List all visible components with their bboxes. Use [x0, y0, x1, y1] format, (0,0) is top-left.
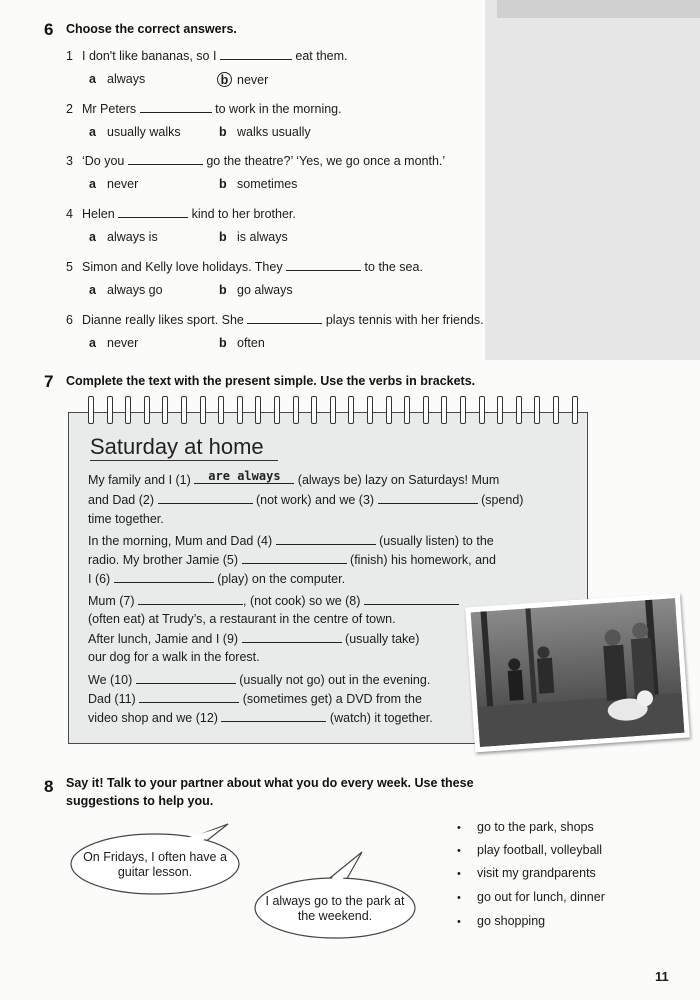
question-number: 3 — [66, 154, 73, 168]
suggestion-item — [457, 843, 602, 857]
bullet-icon: • — [457, 822, 461, 834]
text-line-3: time together. — [88, 512, 164, 526]
spiral-ring — [534, 396, 540, 424]
option-text: always — [107, 72, 146, 86]
text-line-1 — [88, 469, 500, 487]
exercise-8-title-line-2: suggestions to help you. — [66, 794, 214, 808]
spiral-ring — [404, 396, 410, 424]
option-letter-text: b — [219, 177, 227, 191]
spiral-ring — [293, 396, 299, 424]
blank-8[interactable] — [364, 593, 459, 605]
option-text: never — [237, 73, 269, 87]
text-line-9 — [88, 631, 419, 646]
line-4-end: (usually listen) to the — [379, 534, 494, 548]
text-line-12 — [88, 691, 422, 706]
side-panel — [485, 0, 700, 360]
question-text-after: eat them. — [295, 49, 348, 63]
spiral-ring — [441, 396, 447, 424]
line-6-end: (play) on the computer. — [217, 572, 346, 586]
answer-blank[interactable] — [118, 206, 188, 218]
spiral-ring — [479, 396, 485, 424]
exercise-8-number: 8 — [44, 777, 54, 796]
line-7-start: Mum (7) — [88, 594, 135, 608]
option-b-q1[interactable] — [219, 72, 268, 87]
option-text: always is — [107, 230, 158, 244]
question-4 — [66, 206, 296, 221]
line-13-start: video shop and we (12) — [88, 711, 218, 725]
option-letter: a — [89, 336, 96, 350]
option-a-q2[interactable] — [89, 125, 181, 139]
question-text-after: plays tennis with her friends. — [325, 313, 484, 327]
page-number: 11 — [655, 969, 669, 984]
title-underline — [90, 460, 278, 461]
option-text: often — [237, 336, 265, 350]
suggestion-item — [457, 914, 545, 928]
spiral-ring — [497, 396, 503, 424]
text-line-5 — [88, 552, 496, 567]
question-number: 6 — [66, 313, 73, 327]
bullet-icon: • — [457, 892, 461, 904]
option-letter-text: b — [219, 125, 227, 139]
option-letter: a — [89, 125, 96, 139]
option-a-q3[interactable] — [89, 177, 138, 191]
option-text: never — [107, 177, 139, 191]
option-a-q5[interactable] — [89, 283, 163, 297]
answer-blank[interactable] — [247, 312, 322, 324]
blank-1[interactable] — [194, 469, 294, 484]
suggestion-item — [457, 820, 594, 834]
spiral-ring — [218, 396, 224, 424]
exercise-6-number: 6 — [44, 20, 54, 39]
spiral-ring — [88, 396, 94, 424]
line-12-end: (sometimes get) a DVD from the — [242, 692, 422, 706]
option-letter: a — [89, 230, 96, 244]
text-line-6 — [88, 571, 345, 586]
exercise-7-title: Complete the text with the present simple. Use the verbs in brackets. — [66, 374, 476, 388]
option-letter — [219, 177, 237, 191]
spiral-ring — [553, 396, 559, 424]
line-1-start: My family and I (1) — [88, 473, 191, 487]
line-2-start: and Dad (2) — [88, 493, 155, 507]
spiral-ring — [107, 396, 113, 424]
text-line-10: our dog for a walk in the forest. — [88, 650, 260, 664]
blank-7[interactable] — [138, 593, 243, 605]
line-11-end: (usually not go) out in the evening. — [239, 673, 431, 687]
blank-11[interactable] — [139, 691, 239, 703]
option-letter — [219, 230, 237, 244]
question-text-before: Helen — [82, 207, 115, 221]
option-letter — [219, 125, 237, 139]
line-2-mid: (not work) and we (3) — [255, 493, 375, 507]
question-5 — [66, 259, 423, 274]
suggestion-text: play football, volleyball — [477, 843, 603, 857]
spiral-ring — [255, 396, 261, 424]
line-7-mid: , (not cook) so we (8) — [243, 594, 361, 608]
blank-5[interactable] — [242, 552, 347, 564]
speech-bubble-2-text: I always go to the park at the weekend. — [265, 894, 405, 923]
text-line-8: (often eat) at Trudy’s, a restaurant in the centre of town. — [88, 612, 396, 626]
speech-bubble-1-text: On Fridays, I often have a guitar lesson. — [83, 850, 227, 879]
circled-answer-icon: b — [217, 72, 232, 87]
question-number: 4 — [66, 207, 73, 221]
spiral-ring — [330, 396, 336, 424]
question-number: 1 — [66, 49, 73, 63]
line-5-end: (finish) his homework, and — [350, 553, 496, 567]
spiral-ring — [274, 396, 280, 424]
blank-3[interactable] — [378, 492, 478, 504]
spiral-ring — [572, 396, 578, 424]
option-text: never — [107, 336, 139, 350]
spiral-ring — [516, 396, 522, 424]
line-1-end: (always be) lazy on Saturdays! Mum — [297, 473, 500, 487]
spiral-ring — [144, 396, 150, 424]
suggestion-text: go shopping — [477, 914, 546, 928]
spiral-ring — [423, 396, 429, 424]
blank-9[interactable] — [242, 631, 342, 643]
question-text-before: ‘Do you — [82, 154, 125, 168]
option-text: sometimes — [237, 177, 298, 191]
option-b-q6[interactable] — [219, 336, 265, 350]
option-letter-text: b — [219, 336, 227, 350]
question-text-after: to work in the morning. — [215, 102, 342, 116]
answer-blank[interactable] — [128, 153, 203, 165]
spiral-ring — [460, 396, 466, 424]
option-letter: a — [89, 72, 96, 86]
line-12-start: Dad (11) — [88, 692, 136, 706]
text-line-13 — [88, 710, 433, 725]
exercise-8-title-line-1: Say it! Talk to your partner about what you do every week. Use these — [66, 776, 474, 790]
option-letter: a — [89, 283, 96, 297]
spiral-ring — [367, 396, 373, 424]
text-line-11 — [88, 672, 430, 687]
spiral-ring — [386, 396, 392, 424]
option-a-q4[interactable] — [89, 230, 158, 244]
exercise-7-number: 7 — [44, 372, 54, 391]
option-a-q1[interactable] — [89, 72, 145, 86]
option-b-q2[interactable] — [219, 125, 311, 139]
answer-blank[interactable] — [286, 259, 361, 271]
forest-photo-icon — [471, 598, 685, 747]
option-text: go always — [237, 283, 293, 297]
family-walk-photo — [465, 593, 690, 753]
question-text-before: I don't like bananas, so I — [82, 49, 217, 63]
question-3 — [66, 153, 445, 168]
option-text: walks usually — [237, 125, 311, 139]
text-line-2 — [88, 492, 523, 507]
option-b-q3[interactable] — [219, 177, 297, 191]
exercise-6-title: Choose the correct answers. — [66, 22, 237, 36]
spiral-ring — [237, 396, 243, 424]
blank-10[interactable] — [136, 672, 236, 684]
spiral-ring — [311, 396, 317, 424]
line-6-start: I (6) — [88, 572, 111, 586]
question-text-before: Dianne really likes sport. She — [82, 313, 244, 327]
option-letter — [219, 336, 237, 350]
line-4-start: In the morning, Mum and Dad (4) — [88, 534, 273, 548]
question-text-before: Simon and Kelly love holidays. They — [82, 260, 283, 274]
spiral-ring — [162, 396, 168, 424]
question-6 — [66, 312, 484, 327]
option-letter-text: b — [219, 283, 227, 297]
example-answer: are always — [208, 469, 281, 483]
suggestion-text: go out for lunch, dinner — [477, 890, 605, 904]
option-b-q4[interactable] — [219, 230, 288, 244]
question-2 — [66, 101, 342, 116]
line-11-start: We (10) — [88, 673, 133, 687]
suggestion-item — [457, 866, 596, 880]
spiral-ring — [125, 396, 131, 424]
side-panel-header — [497, 0, 700, 18]
notebook-spiral — [88, 396, 588, 426]
text-line-7 — [88, 593, 459, 608]
line-5-start: radio. My brother Jamie (5) — [88, 553, 239, 567]
option-a-q6[interactable] — [89, 336, 138, 350]
line-13-end: (watch) it together. — [329, 711, 433, 725]
option-letter — [219, 283, 237, 297]
option-letter — [219, 72, 237, 87]
line-9-end: (usually take) — [345, 632, 420, 646]
option-text: is always — [237, 230, 288, 244]
question-text-after: kind to her brother. — [191, 207, 296, 221]
blank-2[interactable] — [158, 492, 253, 504]
bullet-icon: • — [457, 868, 461, 880]
answer-blank[interactable] — [140, 101, 212, 113]
question-number: 5 — [66, 260, 73, 274]
spiral-ring — [181, 396, 187, 424]
option-letter: a — [89, 177, 96, 191]
option-letter-text: b — [219, 230, 227, 244]
question-text-after: to the sea. — [364, 260, 423, 274]
option-text: always go — [107, 283, 163, 297]
answer-blank[interactable] — [220, 48, 292, 60]
question-text-after: go the theatre?’ ‘Yes, we go once a month.’ — [206, 154, 446, 168]
suggestion-item — [457, 890, 605, 904]
bullet-icon: • — [457, 845, 461, 857]
blank-6[interactable] — [114, 571, 214, 583]
blank-4[interactable] — [276, 533, 376, 545]
line-9-start: After lunch, Jamie and I (9) — [88, 632, 239, 646]
question-number: 2 — [66, 102, 73, 116]
question-text-before: Mr Peters — [82, 102, 137, 116]
text-line-4 — [88, 533, 494, 548]
suggestion-text: visit my grandparents — [477, 866, 596, 880]
spiral-ring — [200, 396, 206, 424]
question-1 — [66, 48, 348, 63]
line-2-end: (spend) — [481, 493, 524, 507]
spiral-ring — [348, 396, 354, 424]
option-b-q5[interactable] — [219, 283, 293, 297]
option-text: usually walks — [107, 125, 181, 139]
bullet-icon: • — [457, 916, 461, 928]
suggestion-text: go to the park, shops — [477, 820, 594, 834]
blank-12[interactable] — [221, 710, 326, 722]
notebook-title: Saturday at home — [90, 434, 264, 459]
